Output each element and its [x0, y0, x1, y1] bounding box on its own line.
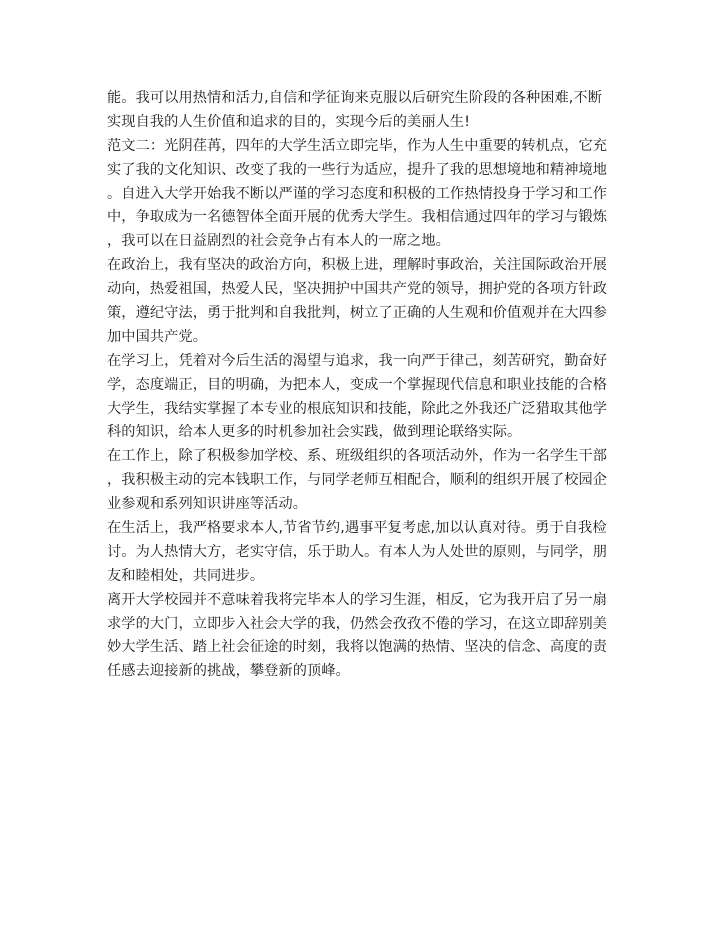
text-line: 中，争取成为一名德智体全面开展的优秀大学生。我相信通过四年的学习与锻炼	[107, 209, 608, 226]
document-body	[107, 87, 617, 684]
text-line: 在工作上，除了积极参加学校、系、班级组织的各项活动外，作为一名学生干部	[107, 448, 608, 465]
text-line: 实现自我的人生价值和追求的目的，实现今后的美丽人生!	[107, 113, 470, 130]
text-line: 业参观和系列知识讲座等活动。	[107, 496, 308, 513]
text-line: 在生活上，我严格要求本人,节省节约,遇事平复考虑,加以认真对待。勇于自我检	[107, 520, 607, 537]
text-line: 策，遵纪守法，勇于批判和自我批判，树立了正确的人生观和价值观并在大四参	[107, 305, 608, 322]
text-line: 加中国共产党。	[107, 328, 208, 345]
text-line: 能。我可以用热情和活力,自信和学征询来克服以后研究生阶段的各种困难,不断	[107, 90, 602, 106]
text-line: 科的知识，给本人更多的时机参加社会实践，做到理论联络实际。	[107, 424, 522, 441]
text-line: 友和睦相处，共同进步。	[107, 567, 265, 584]
text-line: 范文二：光阴荏苒，四年的大学生活立即完毕，作为人生中重要的转机点，它充	[107, 137, 608, 154]
text-line: 任感去迎接新的挑战，攀登新的顶峰。	[107, 663, 350, 680]
text-line: 求学的大门，立即步入社会大学的我，仍然会孜孜不倦的学习，在这立即辞别美	[107, 615, 608, 632]
text-line: ，我积极主动的完本钱职工作，与同学老师互相配合，顺利的组织开展了校园企	[107, 472, 608, 489]
text-line: 大学生，我结实掌握了本专业的根底知识和技能，除此之外我还广泛猎取其他学	[107, 400, 608, 417]
text-line: 。自进入大学开始我不断以严谨的学习态度和积极的工作热情投身于学习和工作	[107, 185, 608, 202]
text-line: 在政治上，我有坚决的政治方向，积极上进，理解时事政治，关注国际政治开展	[107, 257, 608, 274]
text-line: 学，态度端正，目的明确，为把本人，变成一个掌握现代信息和职业技能的合格	[107, 376, 608, 393]
text-line: 实了我的文化知识、改变了我的一些行为适应，提升了我的思想境地和精神境地	[107, 161, 608, 178]
text-line: 离开大学校园并不意味着我将完毕本人的学习生涯，相反，它为我开启了另一扇	[107, 591, 608, 608]
text-line: 动向，热爱祖国，热爱人民，坚决拥护中国共产党的领导，拥护党的各项方针政	[107, 281, 608, 298]
text-line: 妙大学生活、踏上社会征途的时刻，我将以饱满的热情、坚决的信念、高度的责	[107, 639, 608, 656]
text-line: 讨。为人热情大方，老实守信，乐于助人。有本人为人处世的原则，与同学，朋	[107, 543, 608, 560]
text-line: 在学习上，凭着对今后生活的渴望与追求，我一向严于律己，刻苦研究，勤奋好	[107, 352, 608, 369]
text-line: ，我可以在日益剧烈的社会竞争占有本人的一席之地。	[107, 233, 450, 250]
